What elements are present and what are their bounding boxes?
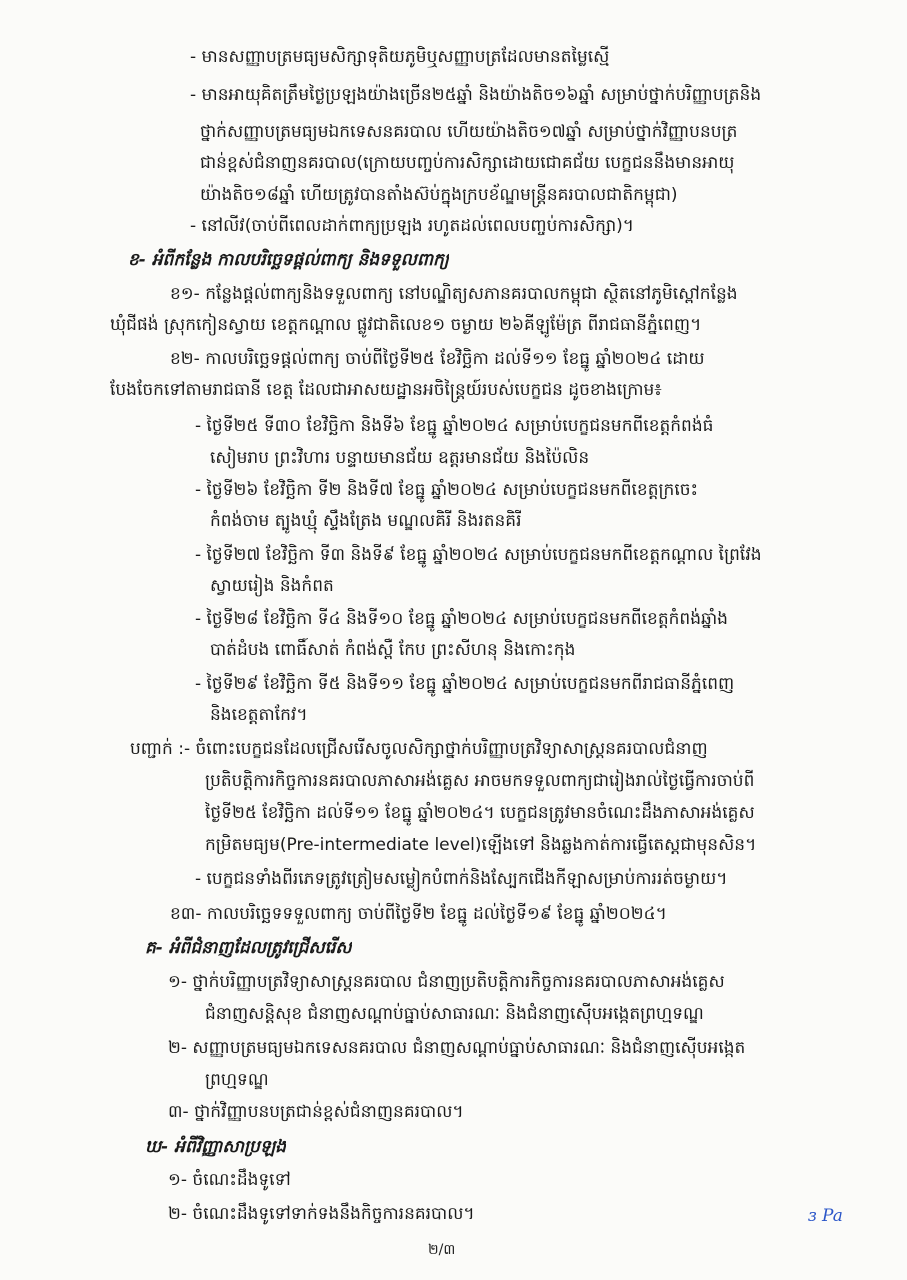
eligibility-item-single: - នៅលីវ(ចាប់ពីពេលដាក់ពាក្យប្រឡង រហូតដល់ពេលបញ្ចប់ការសិក្សា)។: [190, 216, 635, 236]
text-line: ឃុំជីផង់ ស្រុកកៀនស្វាយ ខេត្តកណ្តាល ផ្លូវជាតិលេខ១ ចម្ងាយ ២៦គីឡូម៉ែត្រ ពីរាជធានីភ្នំពេញ។: [110, 315, 702, 335]
eligibility-item-diploma: - មានសញ្ញាបត្រមធ្យមសិក្សាទុតិយភូមិឬសញ្ញាបត្រដែលមានតម្លៃស្មើ: [190, 47, 610, 67]
paragraph-kho1: ខ១- កន្លែងផ្តល់ពាក្យនិងទទួលពាក្យ នៅបណ្ឌិត្យសភានគរបាលកម្ពុជា ស្ថិតនៅភូមិស្ពៅកន្លែង: [170, 284, 738, 304]
text-line: ជាន់ខ្ពស់ជំនាញនគរបាល(ក្រោយបញ្ចប់ការសិក្សាដោយជោគជ័យ បេក្ខជននឹងមានអាយុ: [200, 153, 735, 173]
text-line: និងខេត្តតាកែវ។: [210, 705, 308, 725]
schedule-item: - ថ្ងៃទី២៥ ទី៣០ ខែវិច្ឆិកា និងទី៦ ខែធ្នូ ឆ្នាំ២០២៤ សម្រាប់បេក្ខជនមកពីខេត្តកំពង់ធំ: [195, 416, 714, 436]
text-line: ព្រហ្មទណ្ឌ: [205, 1070, 269, 1090]
text-line: យ៉ាងតិច១៨ឆ្នាំ ហើយត្រូវបានតាំងស៊ប់ក្នុងក្របខ័ណ្ឌមន្ត្រីនគរបាលជាតិកម្ពុជា): [200, 185, 678, 205]
section-heading-ko: គ- អំពីជំនាញដែលត្រូវជ្រើសរើស: [145, 938, 352, 958]
exam-subject-item: ១- ចំណេះដឹងទូទៅ: [168, 1170, 291, 1190]
text-line: កម្រិតមធ្យម(Pre-intermediate level)ឡើងទៅ និងឆ្លងកាត់ការធ្វើតេស្តជាមុនសិន។: [205, 835, 757, 855]
paragraph-kho3: ខ៣- កាលបរិច្ឆេទទទួលពាក្យ ចាប់ពីថ្ងៃទី២ ខែធ្នូ ដល់ថ្ងៃទី១៩ ខែធ្នូ ឆ្នាំ២០២៤។: [170, 904, 667, 924]
note-item-sportswear: - បេក្ខជនទាំងពីរភេទត្រូវត្រៀមសម្លៀកបំពាក់និងស្បែកជើងកីឡាសម្រាប់ការរត់ចម្ងាយ។: [195, 869, 728, 889]
text-line: បាត់ដំបង ពោធិ៍សាត់ កំពង់ស្ពឺ កែប ព្រះសីហនុ និងកោះកុង: [210, 640, 576, 660]
skill-item: ២- សញ្ញាបត្រមធ្យមឯកទេសនគរបាល ជំនាញសណ្តាប់ធ្នាប់សាធារណៈ និងជំនាញស៊ើបអង្កេត: [168, 1038, 746, 1058]
paragraph-kho2: ខ២- កាលបរិច្ឆេទផ្តល់ពាក្យ ចាប់ពីថ្ងៃទី២៥ ខែវិច្ឆិកា ដល់ទី១១ ខែធ្នូ ឆ្នាំ២០២៤ ដោយ: [170, 349, 705, 369]
skill-item: ៣- ថ្នាក់វិញ្ញាបនបត្រជាន់ខ្ពស់ជំនាញនគរបាល។: [168, 1102, 464, 1122]
text-line: ជំនាញសន្តិសុខ ជំនាញសណ្តាប់ធ្នាប់សាធារណៈ និងជំនាញស៊ើបអង្កេតព្រហ្មទណ្ឌ: [205, 1004, 704, 1024]
section-heading-kho-exam: ឃ- អំពីវិញ្ញាសាប្រឡង: [145, 1137, 286, 1157]
schedule-item: - ថ្ងៃទី២៦ ខែវិច្ឆិកា ទី២ និងទី៧ ខែធ្នូ ឆ្នាំ២០២៤ សម្រាប់បេក្ខជនមកពីខេត្តក្រចេះ: [195, 480, 698, 500]
page-number: ២/៣: [428, 1242, 456, 1258]
schedule-item: - ថ្ងៃទី២៨ ខែវិច្ឆិកា ទី៤ និងទី១០ ខែធ្នូ ឆ្នាំ២០២៤ សម្រាប់បេក្ខជនមកពីខេត្តកំពង់ឆ្នាំង: [195, 609, 728, 629]
text-line: ថ្ងៃទី២៥ ខែវិច្ឆិកា ដល់ទី១១ ខែធ្នូ ឆ្នាំ២០២៤។ បេក្ខជនត្រូវមានចំណេះដឹងភាសាអង់គ្លេស: [205, 803, 755, 823]
skill-item: ១- ថ្នាក់បរិញ្ញាបត្រវិទ្យាសាស្ត្រនគរបាល ជំនាញប្រតិបត្តិការកិច្ចការនគរបាលភាសាអង់គ្លេស: [168, 972, 725, 992]
eligibility-item-age: - មានអាយុគិតត្រឹមថ្ងៃប្រឡងយ៉ាងច្រើន២៥ឆ្នាំ និងយ៉ាងតិច១៦ឆ្នាំ សម្រាប់ថ្នាក់បរិញ្ញាបត្រនិង: [190, 85, 762, 105]
text-line: បែងចែកទៅតាមរាជធានី ខេត្ត ដែលជាអាសយដ្ឋានអចិន្ត្រៃយ៍របស់បេក្ខជន ដូចខាងក្រោម៖: [110, 380, 662, 400]
exam-subject-item: ២- ចំណេះដឹងទូទៅទាក់ទងនឹងកិច្ចការនគរបាល។: [168, 1204, 475, 1224]
schedule-item: - ថ្ងៃទី២៧ ខែវិច្ឆិកា ទី៣ និងទី៩ ខែធ្នូ ឆ្នាំ២០២៤ សម្រាប់បេក្ខជនមកពីខេត្តកណ្តាល ព្រៃវែង: [195, 545, 762, 565]
schedule-item: - ថ្ងៃទី២៩ ខែវិច្ឆិកា ទី៥ និងទី១១ ខែធ្នូ ឆ្នាំ២០២៤ សម្រាប់បេក្ខជនមកពីរាជធានីភ្នំពេញ: [195, 674, 735, 694]
section-heading-kho: ខ- អំពីកន្លែង កាលបរិច្ឆេទផ្តល់ពាក្យ និងទទួលពាក្យ: [128, 250, 449, 270]
text-line: ប្រតិបត្តិការកិច្ចការនគរបាលភាសាអង់គ្លេស អាចមកទទួលពាក្យជារៀងរាល់ថ្ងៃធ្វើការចាប់ពី: [205, 771, 755, 791]
handwritten-initials: ɜ Pa: [808, 1206, 843, 1226]
text-line: ថ្នាក់សញ្ញាបត្រមធ្យមឯកទេសនគរបាល ហើយយ៉ាងតិច១៧ឆ្នាំ សម្រាប់ថ្នាក់វិញ្ញាបនបត្រ: [200, 122, 738, 142]
text-line: ស្វាយរៀង និងកំពត: [210, 576, 334, 596]
text-line: សៀមរាប ព្រះវិហារ បន្ទាយមានជ័យ ឧត្តរមានជ័យ និងប៉ៃលិន: [210, 448, 590, 468]
note-paragraph: បញ្ជាក់ :- ចំពោះបេក្ខជនដែលជ្រើសរើសចូលសិក្សាថ្នាក់បរិញ្ញាបត្រវិទ្យាសាស្ត្រនគរបាលជំនាញ: [130, 739, 708, 759]
text-line: កំពង់ចាម ត្បូងឃ្មុំ ស្ទឹងត្រែង មណ្ឌលគិរី និងរតនគិរី: [210, 511, 522, 531]
